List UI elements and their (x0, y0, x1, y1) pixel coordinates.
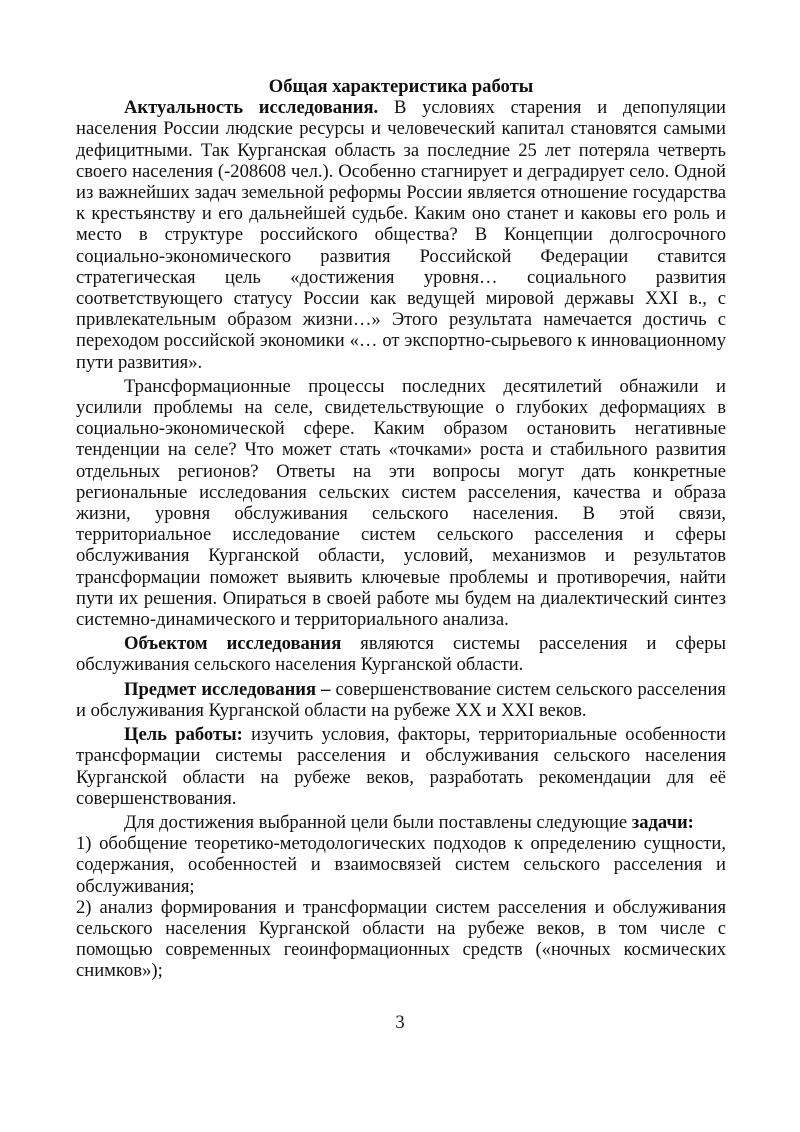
subject-text: совершенствование систем сельского расселения и обслуживания Курганской области на рубеже XX и XXI веков. (76, 678, 726, 721)
tasks-intro-text: Для достижения выбранной цели были поставлены следующие (124, 811, 632, 833)
subject-paragraph (76, 679, 726, 721)
task-item-1: 1) обобщение теоретико-методологических подходов к определению сущности, содержания, особенностей и взаимосвязей систем сельского расселения и обслуживания; (76, 833, 726, 897)
page-number: 3 (395, 1012, 405, 1033)
page-title: Общая характеристика работы (268, 76, 534, 97)
document-page (76, 76, 726, 982)
relevance-paragraph (76, 97, 726, 373)
task-item-2: 2) анализ формирования и трансформации систем расселения и обслуживания сельского населения Курганской области на рубеже веков, в том числе с помощью современных геоинформационных средств («ночных космических снимков»); (76, 896, 726, 982)
tasks-intro-bold: задачи: (631, 811, 694, 833)
relevance-text: В условиях старения и депопуляции населения России людские ресурсы и человеческий капитал становятся самыми дефицитными. Так Курганская область за последние 25 лет потеряла четверть своего населения (-208608 чел.). Особенно стагнирует и деградирует село. Одной из важнейших задач земельной реформы России является отношение государства к крестьянству и его дальнейшей судьбе. Каким оно станет и каковы его роль и место в структуре российского общества? В Концепции долгосрочного социально-экономического развития Российской Федерации ставится стратегическая цель «достижения уровня… социального развития соответствующего статусу России как ведущей мировой державы XXI в., с привлекательным образом жизни…» Этого результата намечается достичь с переходом российской экономики «… от экспортно-сырьевого к инновационному пути развития». (76, 97, 726, 373)
relevance-heading: Актуальность исследования. (124, 97, 379, 119)
subject-heading: Предмет исследования – (124, 678, 331, 700)
goal-text: изучить условия, факторы, территориальные особенности трансформации системы расселения и обслуживания сельского населения Курганской области на рубеже веков, разработать рекомендации для её совершенствования. (76, 724, 726, 809)
object-paragraph (76, 633, 726, 675)
transformation-paragraph: Трансформационные процессы последних десятилетий обнажили и усилили проблемы на селе, свидетельствующие о глубоких деформациях в социально-экономической сфере. Каким образом остановить негативные тенденции на селе? Что может стать «точками» роста и стабильного развития отдельных регионов? Ответы на эти вопросы могут дать конкретные региональные исследования сельских систем расселения, качества и образа жизни, уровня обслуживания сельского населения. В этой связи, территориальное исследование систем сельского расселения и сферы обслуживания Курганской области, условий, механизмов и результатов трансформации поможет выявить ключевые проблемы и противоречия, найти пути их решения. Опираться в своей работе мы будем на диалектический синтез системно-динамического и территориального анализа. (76, 375, 726, 631)
tasks-intro (76, 812, 726, 833)
goal-heading: Цель работы: (124, 724, 243, 746)
goal-paragraph (76, 724, 726, 809)
object-heading: Объектом исследования (124, 633, 342, 655)
object-text: являются системы расселения и сферы обслуживания сельского населения Курганской области. (76, 633, 726, 676)
